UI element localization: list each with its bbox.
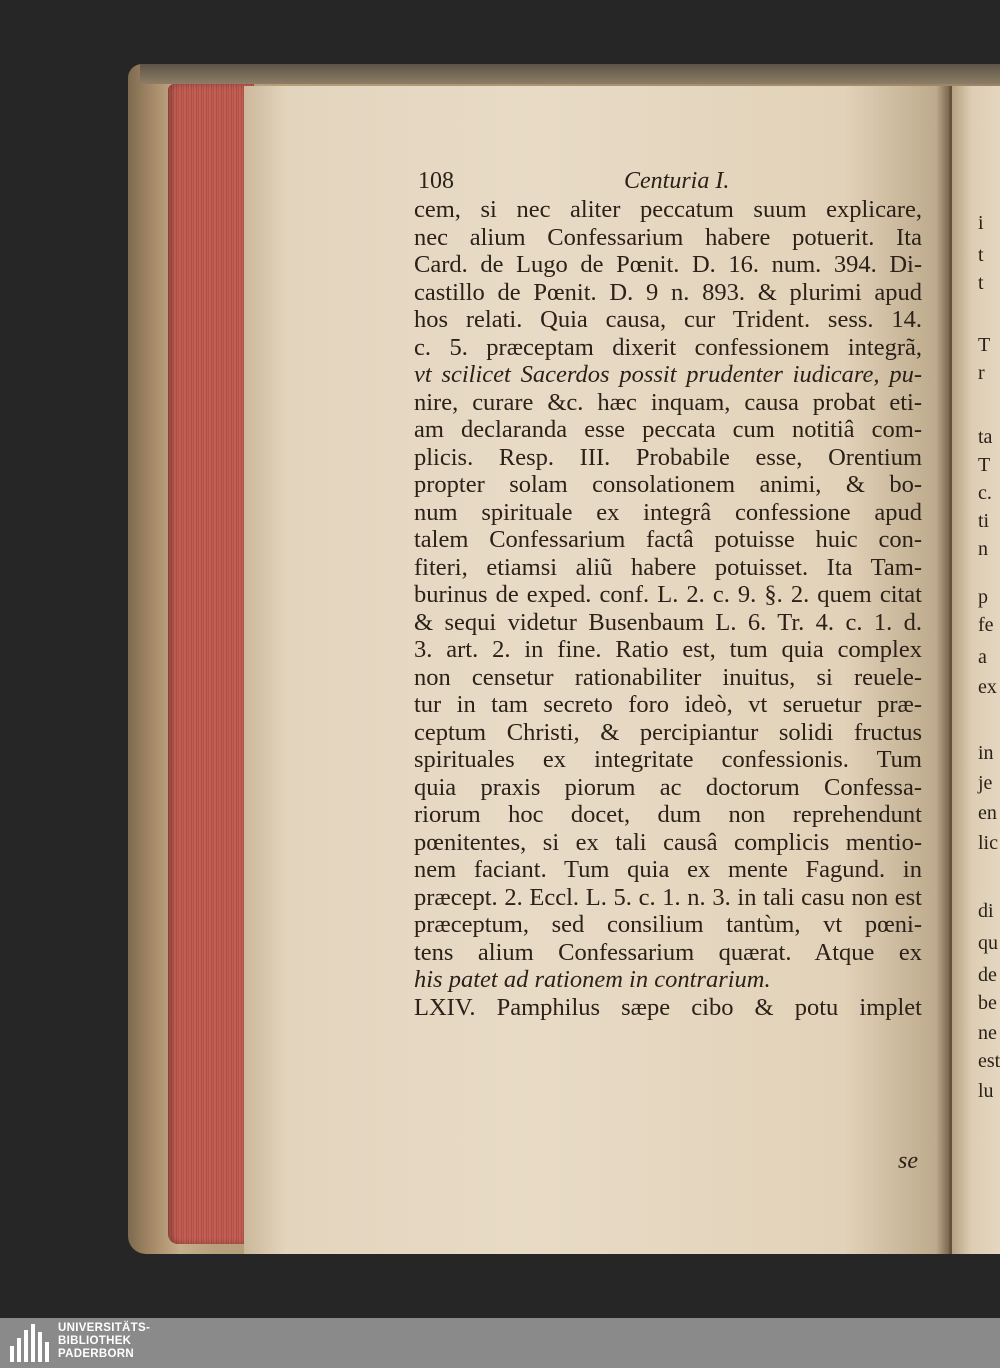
right-page-fragment: ne <box>978 1022 997 1044</box>
text-line: & sequi videtur Busenbaum L. 6. Tr. 4. c. 1. d. <box>414 608 922 636</box>
library-name <box>58 1322 150 1361</box>
text-line: tens alium Confessarium quærat. Atque ex <box>414 938 922 966</box>
right-page-fragment: a <box>978 646 987 668</box>
text-line: burinus de exped. conf. L. 2. c. 9. §. 2. quem citat <box>414 581 922 608</box>
right-page-fragment: be <box>978 992 997 1014</box>
right-page-fragment: r <box>978 362 985 384</box>
right-page-fragment: T <box>978 334 991 356</box>
text-line: Card. de Lugo de Pœnit. D. 16. num. 394. Di- <box>414 251 922 278</box>
page-number: 108 <box>418 168 454 194</box>
text-line: talem Confessarium factâ potuisse huic con- <box>414 526 922 553</box>
right-page-fragment: ta <box>978 426 993 448</box>
library-name-line: BIBLIOTHEK <box>58 1335 132 1347</box>
text-line: num spirituale ex integrâ confessione apud <box>414 498 922 526</box>
text-line: LXIV. Pamphilus sæpe cibo & potu implet <box>414 993 922 1021</box>
right-page-fragment: est <box>978 1050 1000 1072</box>
text-line: præceptum, sed consilium tantùm, vt pœni- <box>414 911 922 938</box>
right-page-fragment: ti <box>978 510 990 532</box>
text-line: cem, si nec aliter peccatum suum explicare, <box>414 196 922 223</box>
text-line: præcept. 2. Eccl. L. 5. c. 1. n. 3. in tali casu non est <box>414 883 922 911</box>
right-page <box>952 86 1000 1254</box>
text-line: quia praxis piorum ac doctorum Confessa- <box>414 773 922 801</box>
text-line: his patet ad rationem in contrarium. <box>414 966 771 993</box>
text-line: hos relati. Quia causa, cur Trident. sess. 14. <box>414 306 922 333</box>
text-line: plicis. Resp. III. Probabile esse, Orentium <box>414 443 922 471</box>
right-page-fragment: t <box>978 272 984 294</box>
catchword: se <box>898 1148 918 1174</box>
text-line: castillo de Pœnit. D. 9 n. 893. & plurimi apud <box>414 278 922 306</box>
right-page-fragment: T <box>978 454 991 476</box>
right-page-fragment: t <box>978 244 984 266</box>
library-name-line: PADERBORN <box>58 1348 134 1360</box>
body-text <box>414 196 922 1021</box>
text-line: tur in tam secreto foro ideò, vt seruetur præ- <box>414 691 922 718</box>
right-page-fragment: n <box>978 538 988 560</box>
red-page-edges <box>168 84 254 1244</box>
right-page-fragment: lic <box>978 832 998 854</box>
text-line: am declaranda esse peccata cum notitiâ com- <box>414 416 922 443</box>
right-page-fragment: c. <box>978 482 992 504</box>
text-line: c. 5. præceptam dixerit confessionem integrã, <box>414 333 922 361</box>
text-line: spirituales ex integritate confessionis. Tum <box>414 746 922 773</box>
text-line: non censetur rationabiliter inuitus, si reuele- <box>414 663 922 691</box>
right-page-fragment: ex <box>978 676 997 698</box>
right-page-fragment: de <box>978 964 997 986</box>
text-line: ceptum Christi, & percipiantur solidi fructus <box>414 718 922 746</box>
library-name-line: UNIVERSITÄTS- <box>58 1322 151 1334</box>
right-page-fragment: qu <box>978 932 998 954</box>
right-page-fragment: lu <box>978 1080 994 1102</box>
right-page-fragment: p <box>978 586 988 608</box>
right-page-fragment: di <box>978 900 994 922</box>
right-page-fragment: i <box>978 212 984 234</box>
text-line: vt scilicet Sacerdos possit prudenter iudicare, pu- <box>414 361 922 388</box>
text-line: fiteri, etiamsi aliũ habere potuisset. Ita Tam- <box>414 553 922 581</box>
text-line: riorum hoc docet, dum non reprehendunt <box>414 801 922 828</box>
right-page-fragment: fe <box>978 614 994 636</box>
book-top-edge <box>140 64 1000 84</box>
running-head: Centuria I. <box>624 168 730 194</box>
text-line: propter solam consolationem animi, & bo- <box>414 471 922 498</box>
text-line: nire, curare &c. hæc inquam, causa probat eti- <box>414 388 922 416</box>
text-line: nec alium Confessarium habere potuerit. Ita <box>414 223 922 251</box>
text-line: pœnitentes, si ex tali causâ complicis mentio- <box>414 828 922 856</box>
library-logo-icon <box>10 1324 52 1362</box>
right-page-fragment: je <box>978 772 993 794</box>
text-line: nem faciant. Tum quia ex mente Fagund. in <box>414 856 922 883</box>
right-page-fragment: en <box>978 802 997 824</box>
right-page-fragment: in <box>978 742 994 764</box>
text-line: 3. art. 2. in fine. Ratio est, tum quia complex <box>414 636 922 663</box>
library-footer <box>0 1318 1000 1368</box>
